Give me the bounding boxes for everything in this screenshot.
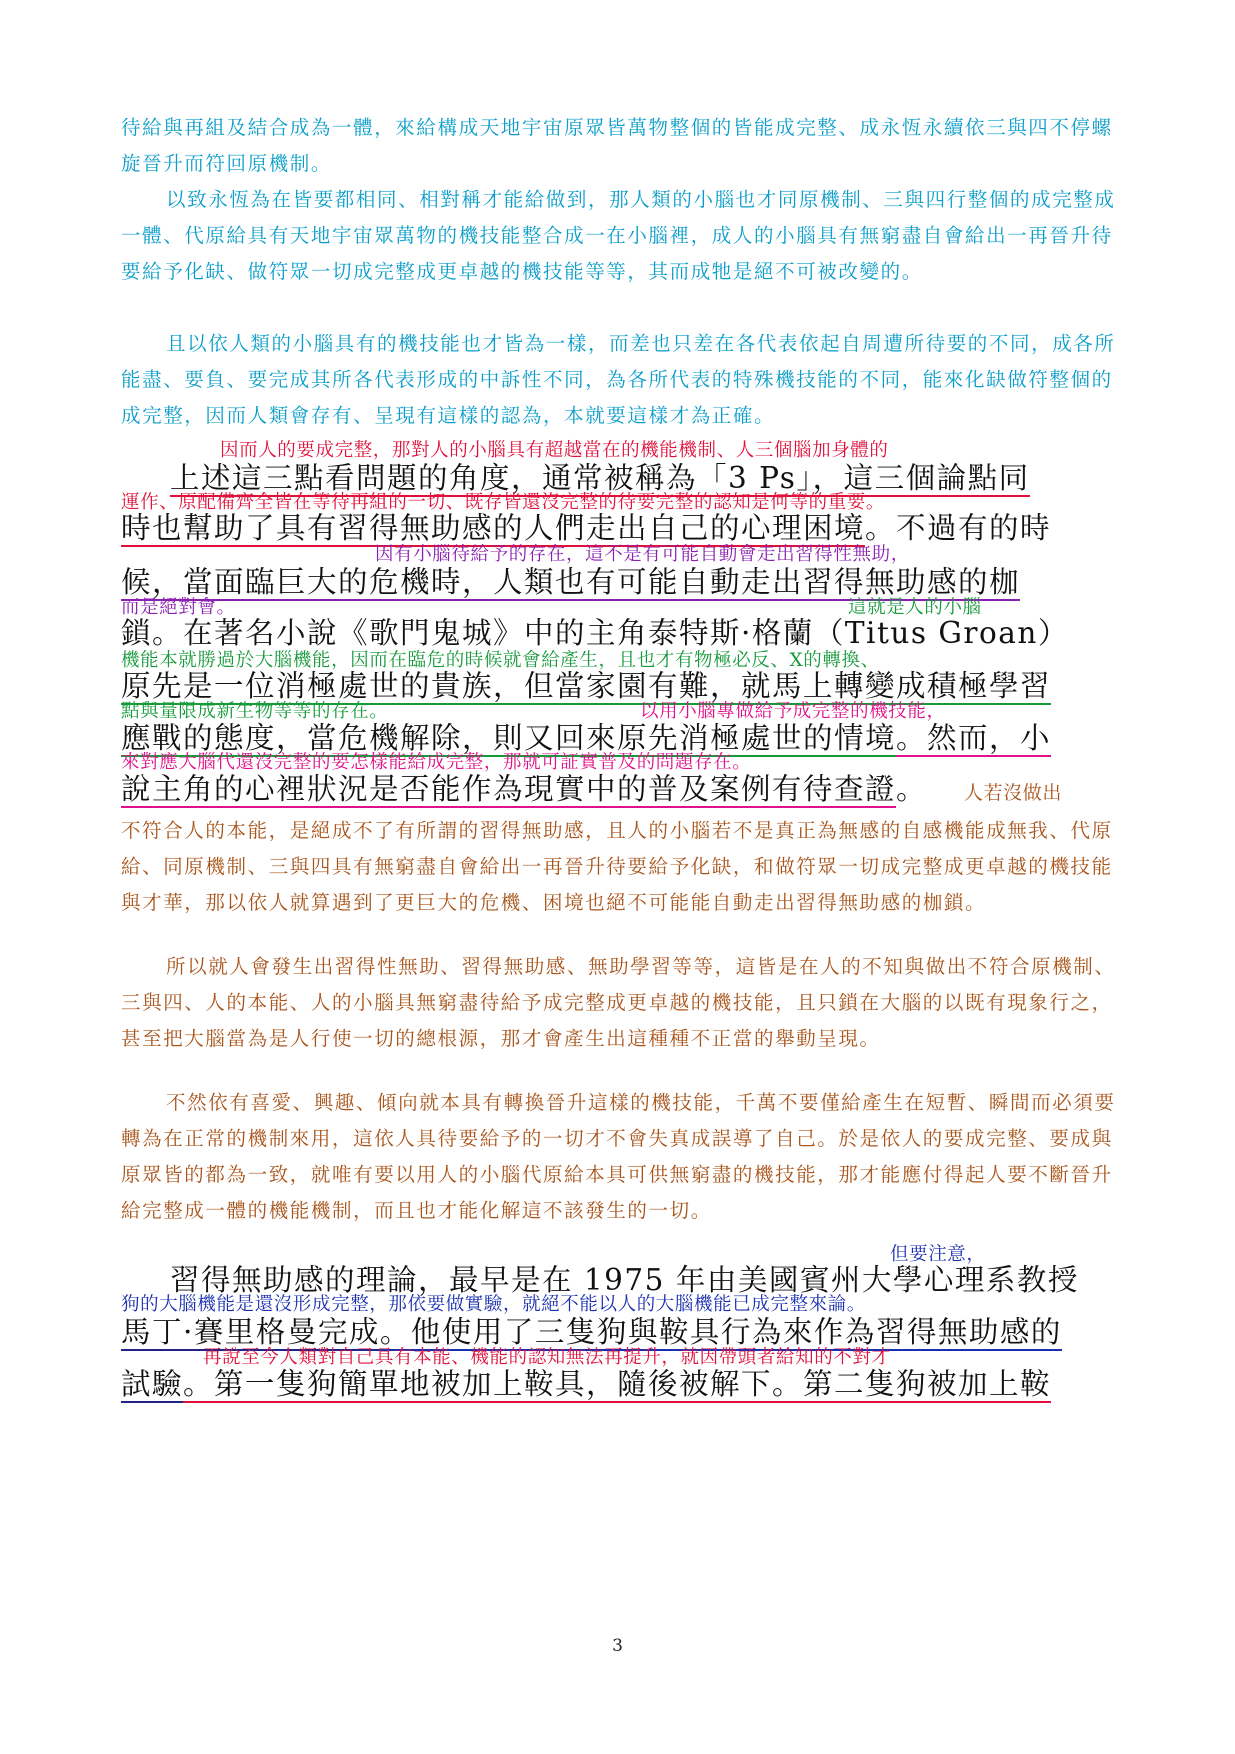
main-text-line (121, 771, 1131, 807)
main-text-line (121, 1314, 1131, 1350)
underlined-phrase: 說主角的心裡狀況是否能作為現實中的普及案例有待查證 (121, 772, 897, 806)
underlined-phrase: 上述這三點看問題的角度，通常被稱為「3 Ps」，這三個論點同 (170, 461, 1030, 495)
annotation-line: 點與量限成新生物等等的存在。 (121, 701, 389, 722)
main-text-line (121, 510, 1131, 546)
underlined-phrase: 。他使用了三隻狗與鞍具行為來作為習得無助感的 (379, 1315, 1062, 1349)
commentary-paragraph-2: 以致永恆為在皆要都相同、相對稱才能給做到，那人類的小腦也才同原機制、三與四行整個的成完整成一體、代原給具有天地宇宙眾萬物的機技能整合成一在小腦裡，成人的小腦具有無窮盡自會給出一再晉升待要給予化缺、做符眾一切成完整成更卓越的機技能等等，其而成牠是絕不可被改變的。 (121, 188, 1116, 283)
annotation-line: 而是絕對會。 (121, 597, 236, 618)
annotation-line: 以用小腦專做給予成完整的機技能， (640, 701, 946, 722)
annotation-line: 機能本就勝過於大腦機能，因而在臨危的時候就會給產生，且也才有物極必反、X的轉換、 (121, 650, 880, 671)
main-text-line (170, 1262, 1180, 1298)
paragraph-start: 人若沒做出 (963, 782, 1062, 804)
underlined-phrase: 。第一隻狗簡單地被加上鞍具，隨後被解下。第二隻狗被加上鞍 (183, 1367, 1052, 1401)
annotation-line: 因而人的要成完整，那對人的小腦具有超越當在的機能機制、人三個腦加身體的 (220, 440, 889, 461)
annotation-line: 但要注意， (890, 1244, 986, 1265)
main-text-line (121, 1366, 1131, 1402)
main-text-line (170, 460, 1180, 496)
underlined-phrase: 候，當面臨巨大的危機時，人類也有可能自動走出習得無助感的枷 (121, 565, 1021, 599)
annotation-line: 這就是人的小腦 (848, 597, 982, 618)
commentary-paragraph-4: 不符合人的本能，是絕成不了有所謂的習得無助感，且人的小腦若不是真正為無感的自感機能成無我、代原給、同原機制、三與四具有無窮盡自會給出一再晉升待要給予化缺，和做符眾一切成完整成更卓越的機技能與才華，那以依人就算遇到了更巨大的危機、困境也絕不可能能自動走出習得無助感的枷鎖。 (121, 819, 1113, 914)
plain-text: 習得無助感的理論，最早是在 1975 年由美國賓州大學心理系教授 (170, 1263, 1079, 1297)
underlined-phrase: 原先是一位消極處世的貴族，但當家園有難，就馬上轉變成積極學習 (121, 669, 1052, 703)
plain-text: 。不過有的時 (865, 511, 1052, 545)
annotation-line: 因有小腦待給予的存在，這不是有可能自動會走出習得性無助， (375, 544, 910, 565)
commentary-paragraph-1: 待給與再組及結合成為一體，來給構成天地宇宙原眾皆萬物整個的皆能成完整、成永恆永續依三與四不停螺旋晉升而符回原機制。 (121, 116, 1113, 175)
underlined-phrase: 應戰的態度，當危機解除，則又回來原先消極處世的情境 (121, 721, 897, 755)
underlined-phrase: 。然而，小 (896, 721, 1052, 755)
main-text-line (121, 720, 1131, 756)
commentary-paragraph-6: 不然依有喜愛、興趣、傾向就本具有轉換晉升這樣的機技能，千萬不要僅給產生在短暫、瞬間而必須要轉為在正常的機制來用，這依人具待要給予的一切才不會失真成誤導了自己。於是依人的要成完整、要成與原眾皆的都為一致，就唯有要以用人的小腦代原給本具可供無窮盡的機技能，那才能應付得起人要不斷晉升給完整成一體的機能機制，而且也才能化解這不該發生的一切。 (121, 1091, 1116, 1222)
plain-text: 。 (896, 772, 928, 806)
underlined-phrase: 馬丁·賽里格曼完成 (121, 1315, 380, 1349)
commentary-paragraph-3: 且以依人類的小腦具有的機技能也才皆為一樣，而差也只差在各代表依起自周遭所待要的不同，成各所能盡、要負、要完成其所各代表形成的中訴性不同，為各所代表的特殊機技能的不同，能來化缺做符整個的成完整，因而人類會存有、呈現有這樣的認為，本就要這樣才為正確。 (121, 332, 1116, 427)
plain-text: 鎖。在著名小說《歌門鬼城》中的主角泰特斯·格蘭（Titus Groan） (121, 616, 1069, 650)
page-number: 3 (612, 1636, 623, 1656)
commentary-paragraph-5: 所以就人會發生出習得性無助、習得無助感、無助學習等等，這皆是在人的不知與做出不符合原機制、三與四、人的本能、人的小腦具無窮盡待給予成完整成更卓越的機技能，且只鎖在大腦的以既有現象行之，甚至把大腦當為是人行使一切的總根源，那才會產生出這種種不正當的舉動呈現。 (121, 955, 1116, 1050)
annotation-line: 來對應大腦代還沒完整的要怎樣能給成完整，那就可証實普及的問題存在。 (121, 752, 752, 773)
annotation-line: 狗的大腦機能是還沒形成完整，那依要做實驗，就絕不能以人的大腦機能已成完整來論。 (121, 1294, 866, 1315)
main-text-line (121, 668, 1131, 704)
main-text-line (121, 564, 1131, 600)
annotation-line: 運作、原配備齊全皆在等待再組的一切、既存皆還沒完整的待要完整的認知是何等的重要。 (121, 492, 886, 513)
underlined-phrase: 時也幫助了具有習得無助感的人們走出自己的心理困境 (121, 511, 866, 545)
main-text-line (121, 615, 1131, 651)
underlined-phrase: 試驗 (121, 1367, 184, 1401)
annotation-line: 再說至今人類對自己具有本能、機能的認知無法再提升，就因帶頭者給知的不對才 (203, 1347, 891, 1368)
